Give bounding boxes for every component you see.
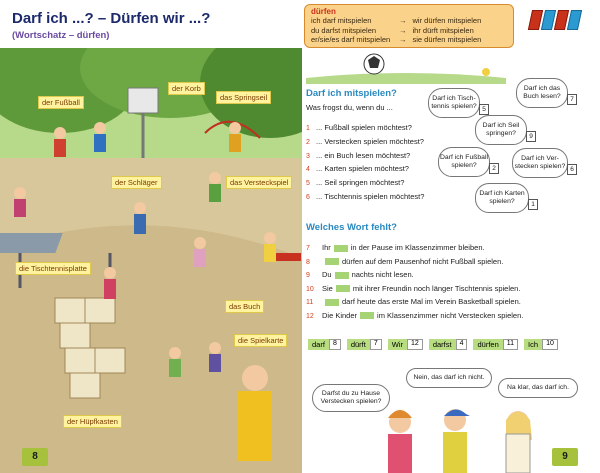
label-tischtennisplatte: die Tischtennisplatte [15,262,91,275]
list-item: 11 darf heute das erste Mal im Verein Basketball spielen. [306,297,521,307]
page-title: Darf ich ...? – Dürfen wir ...? [12,10,211,27]
exercise1-heading: Darf ich mitspielen? [306,88,397,99]
answer-blank[interactable] [334,245,348,252]
exercise1-intro: Was frogst du, wenn du ... [306,103,393,112]
dialog-bubble: Na klar, das darf ich. [498,378,578,398]
word-chip: darfst 4 [429,339,468,350]
grammar-box [304,4,514,48]
answer-blank[interactable] [335,272,349,279]
list-item: 2 ... Verstecken spielen möchtest? [306,136,424,146]
page-number-right: 9 [552,448,578,466]
list-item: 8 dürfen auf dem Pausenhof nicht Fußball spielen. [306,256,504,266]
word-chip: Wir 12 [388,339,423,350]
list-item: 4 ... Karten spielen möchtest? [306,164,409,174]
word-chip: dürft 7 [347,339,382,350]
label-fussball: der Fußball [38,96,84,109]
dialog-bubble: Nein, das darf ich nicht. [406,368,492,388]
label-schlaeger: der Schläger [111,176,162,189]
grammar-title: dürfen [311,7,336,16]
speech-bubble: Darf ich Seil springen? 9 [475,115,527,145]
answer-blank[interactable] [325,299,339,306]
word-chip: dürfen 11 [473,339,518,350]
exercise2-list [306,242,523,324]
grammar-row: du darfst mitspielen → ihr dürft mitspielen [311,25,474,35]
field-decoration [306,48,506,84]
list-item: 12 Die Kinder im Klassenzimmer nicht Verstecken spielen. [306,310,524,320]
label-huepfkasten: der Hüpfkasten [63,415,122,428]
publisher-logo [530,10,580,30]
list-item: 1 ... Fußball spielen möchtest? [306,123,412,132]
playground-scene [0,48,302,473]
answer-blank[interactable] [336,285,350,292]
list-item: 9 Du nachts nicht lesen. [306,270,414,280]
page-subtitle: (Wortschatz – dürfen) [12,30,110,41]
playground-illustration [0,48,302,473]
exercise1-list [306,122,424,205]
list-item: 6 ... Tischtennis spielen möchtest? [306,191,425,201]
word-chip: Ich 10 [524,339,558,350]
exercise2-heading: Welches Wort fehlt? [306,222,397,233]
list-item: 7 Ihr in der Pause im Klassenzimmer bleiben. [306,243,485,252]
answer-blank[interactable] [325,258,339,265]
speech-bubble: Darf ich Tisch-tennis spielen? 5 [428,88,480,118]
grammar-row: ich darf mitspielen → wir dürfen mitspielen [311,16,482,25]
list-item: 3 ... ein Buch lesen möchtest? [306,150,411,160]
answer-blank[interactable] [360,312,374,319]
word-chip: darf 8 [308,339,341,350]
speech-bubble: Darf ich Ver-stecken spielen? 6 [512,148,568,178]
children-illustration [360,400,550,473]
label-springseil: das Springseil [216,91,271,104]
label-spielkarte: die Spielkarte [234,334,287,347]
page-number-left: 8 [22,448,48,466]
speech-bubble: Darf ich Karten spielen? 1 [475,183,529,213]
label-versteckspiel: das Versteckspiel [226,176,292,189]
list-item: 10 Sie mit ihrer Freundin noch länger Tischtennis spielen. [306,283,521,293]
grammar-row: er/sie/es darf mitspielen → sie dürfen mitspielen [311,35,482,45]
label-buch: das Buch [225,300,264,313]
speech-bubble: Darf ich Fußball spielen? 2 [438,147,490,177]
label-korb: der Korb [168,82,205,95]
speech-bubble: Darf ich das Buch lesen? 7 [516,78,568,108]
dialog-bubble: Darfst du zu Hause Verstecken spielen? [312,384,390,412]
word-bank [308,339,558,350]
list-item: 5 ... Seil springen möchtest? [306,178,405,188]
